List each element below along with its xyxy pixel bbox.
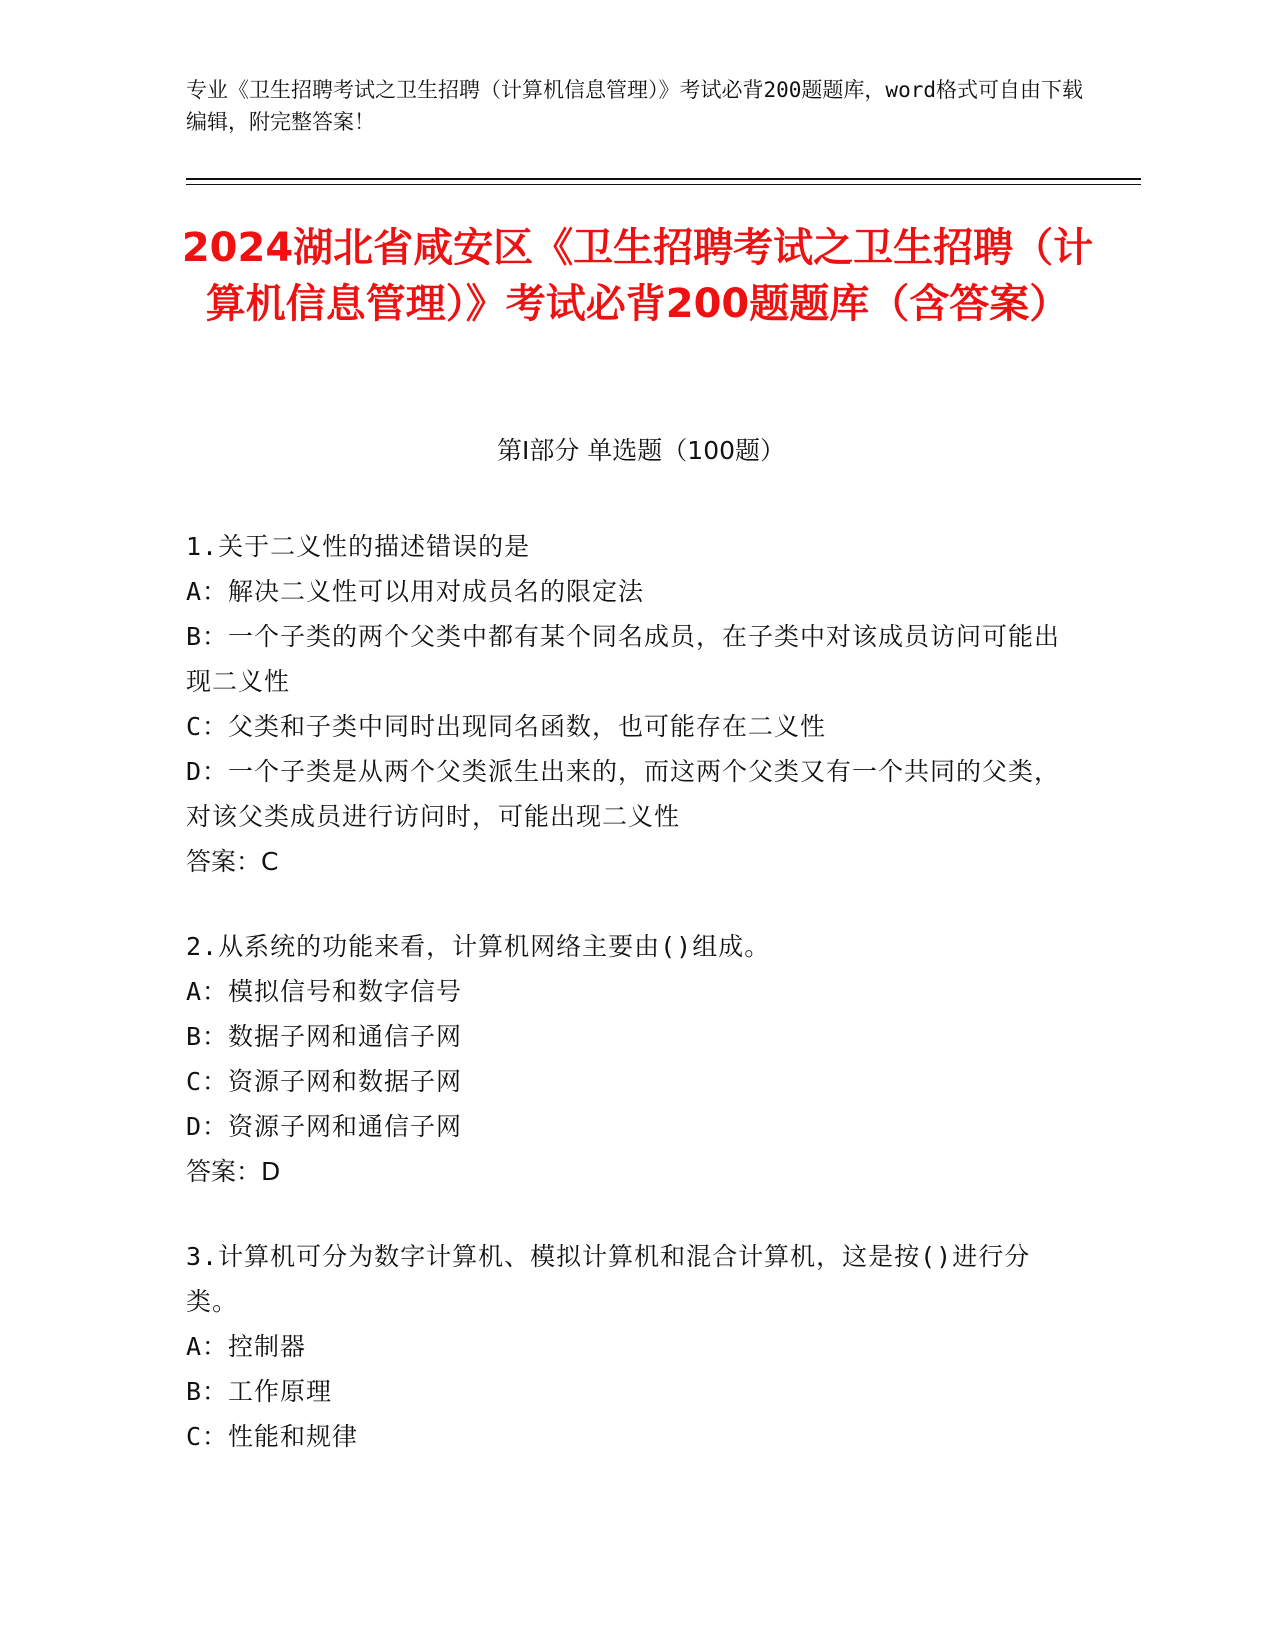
option-a: A：控制器	[186, 1332, 307, 1361]
question-stem: 2.从系统的功能来看，计算机网络主要由()组成。	[186, 932, 771, 961]
header-note: 专业《卫生招聘考试之卫生招聘（计算机信息管理）》考试必背200题题库，word格式可自由下载编辑，附完整答案！	[186, 78, 1083, 134]
question-list	[186, 524, 1066, 1499]
header-divider-thick	[186, 178, 1141, 180]
option-c: C：父类和子类中同时出现同名函数，也可能存在二义性	[186, 712, 827, 741]
question-stem: 1.关于二义性的描述错误的是	[186, 532, 531, 561]
answer: 答案：D	[186, 1157, 281, 1186]
question-stem: 3.计算机可分为数字计算机、模拟计算机和混合计算机，这是按()进行分类。	[186, 1242, 1031, 1316]
option-c: C：性能和规律	[186, 1422, 359, 1451]
answer: 答案：C	[186, 847, 279, 876]
question-3	[186, 1234, 1066, 1459]
section-heading: 第I部分 单选题（100题）	[496, 436, 786, 465]
option-c: C：资源子网和数据子网	[186, 1067, 463, 1096]
option-d: D：资源子网和通信子网	[186, 1112, 463, 1141]
question-1	[186, 524, 1066, 884]
document-title: 2024湖北省咸安区《卫生招聘考试之卫生招聘（计算机信息管理）》考试必背200题题库（含答案）	[181, 225, 1094, 327]
option-a: A：解决二义性可以用对成员名的限定法	[186, 577, 645, 606]
option-b: B：数据子网和通信子网	[186, 1022, 463, 1051]
option-b: B：工作原理	[186, 1377, 333, 1406]
question-2	[186, 924, 1066, 1194]
option-a: A：模拟信号和数字信号	[186, 977, 463, 1006]
header-divider-thin	[186, 184, 1141, 185]
option-b: B：一个子类的两个父类中都有某个同名成员，在子类中对该成员访问可能出现二义性	[186, 622, 1061, 696]
option-d: D：一个子类是从两个父类派生出来的，而这两个父类又有一个共同的父类，对该父类成员进行访问时，可能出现二义性	[186, 757, 1061, 831]
